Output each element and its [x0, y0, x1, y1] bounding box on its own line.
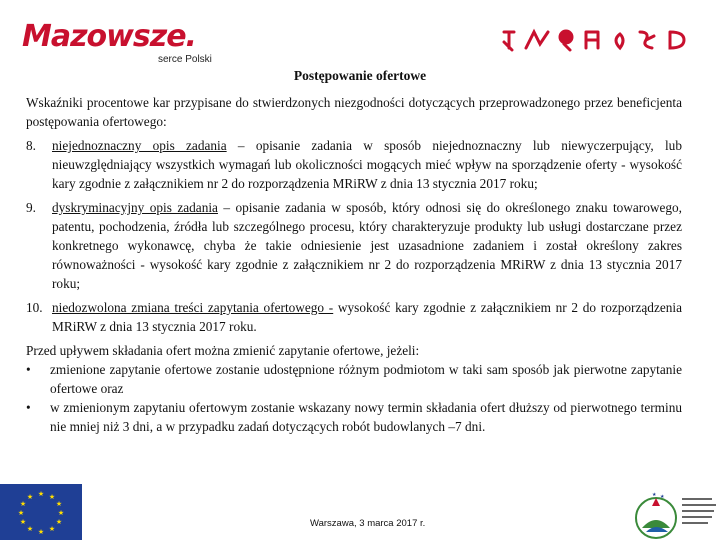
footer-date: Warszawa, 3 marca 2017 r. [310, 518, 426, 529]
bullet-text: w zmienionym zapytaniu ofertowym zostanie wskazany nowy termin składania ofert dłuższy od pierwotnego terminu nie mniej niż 3 dni, a w przypadku zadań dotyczących robót budowlanych –7 dni. [50, 400, 682, 434]
svg-text:★: ★ [19, 518, 27, 526]
bullet-item [26, 360, 682, 398]
page-title: Postępowanie ofertowe [293, 68, 427, 83]
intro-text: Wskaźniki procentowe kar przypisane do stwierdzonych niezgodności dotyczących przeprowadzonego przez beneficjenta postępowania ofertowego: [26, 95, 682, 129]
bullet-item [26, 398, 682, 436]
logo-subtitle: serce Polski [158, 54, 212, 65]
svg-text:★: ★ [37, 528, 45, 536]
svg-text:★: ★ [55, 518, 63, 526]
folk-ornament-icon [500, 24, 700, 59]
bullet-text: zmienione zapytanie ofertowe zostanie udostępnione różnym podmiotom w taki sam sposób jak pierwotne zapytanie ofertowe oraz [50, 362, 682, 396]
change-heading: Przed upływem składania ofert można zmienić zapytanie ofertowe, jeżeli: [26, 343, 420, 358]
svg-text:★: ★ [48, 525, 56, 533]
item-number: 8. [26, 138, 36, 153]
document-body [26, 93, 682, 436]
logo-text: Mazowsze. [22, 19, 196, 54]
mazowsze-logo [22, 19, 212, 65]
item-term: niejednoznaczny opis zadania [52, 138, 227, 153]
bullet-list [26, 360, 682, 436]
svg-text:★: ★ [57, 509, 65, 517]
item-number: 9. [26, 200, 36, 215]
svg-text:★: ★ [37, 490, 45, 498]
svg-text:★: ★ [48, 493, 56, 501]
svg-text:★: ★ [17, 509, 25, 517]
svg-text:★: ★ [652, 492, 657, 498]
list-item [26, 298, 682, 336]
eu-flag-icon [0, 484, 82, 540]
list-item [26, 136, 682, 193]
item-term: niedozwolona zmiana treści zapytania ofertowego - [52, 300, 334, 315]
svg-text:★: ★ [19, 500, 27, 508]
list-item [26, 198, 682, 293]
svg-text:★: ★ [660, 494, 665, 500]
bullet-icon: • [26, 362, 31, 377]
bullet-icon: • [26, 400, 31, 415]
item-text: – opisanie zadania w sposób niejednoznaczny lub niewyczerpujący, lub nieuwzględniający wszystkich wymagań lub okoliczności mogących mieć wpływ na sporządzenie oferty - wysokość kary zgodnie z załącznikiem nr 2 do rozporządzenia MRiRW z dnia 13 stycznia 2017 roku; [52, 138, 682, 191]
svg-text:★: ★ [26, 525, 34, 533]
svg-text:★: ★ [55, 500, 63, 508]
item-number: 10. [26, 300, 43, 315]
prow-logo-icon [634, 484, 720, 540]
item-term: dyskryminacyjny opis zadania [52, 200, 218, 215]
svg-text:★: ★ [26, 493, 34, 501]
item-text: – opisanie zadania w sposób, który odnosi się do określonego znaku towarowego, patentu, pochodzenia, źródła lub szczególnego procesu, który charakteryzuje produkty lub usługi dostarczane przez konkretnego wykonawcę, chyba że takie odniesienie jest uzasadnione zadaniem i został określony zakres równoważności - wysokość kary zgodnie z załącznikiem nr 2 do rozporządzenia MRiRW z dnia 13 stycznia 2017 roku; [52, 200, 682, 291]
item-text: wysokość kary zgodnie z załącznikiem nr 2 do rozporządzenia MRiRW z dnia 13 stycznia 2017 roku. [52, 300, 682, 334]
